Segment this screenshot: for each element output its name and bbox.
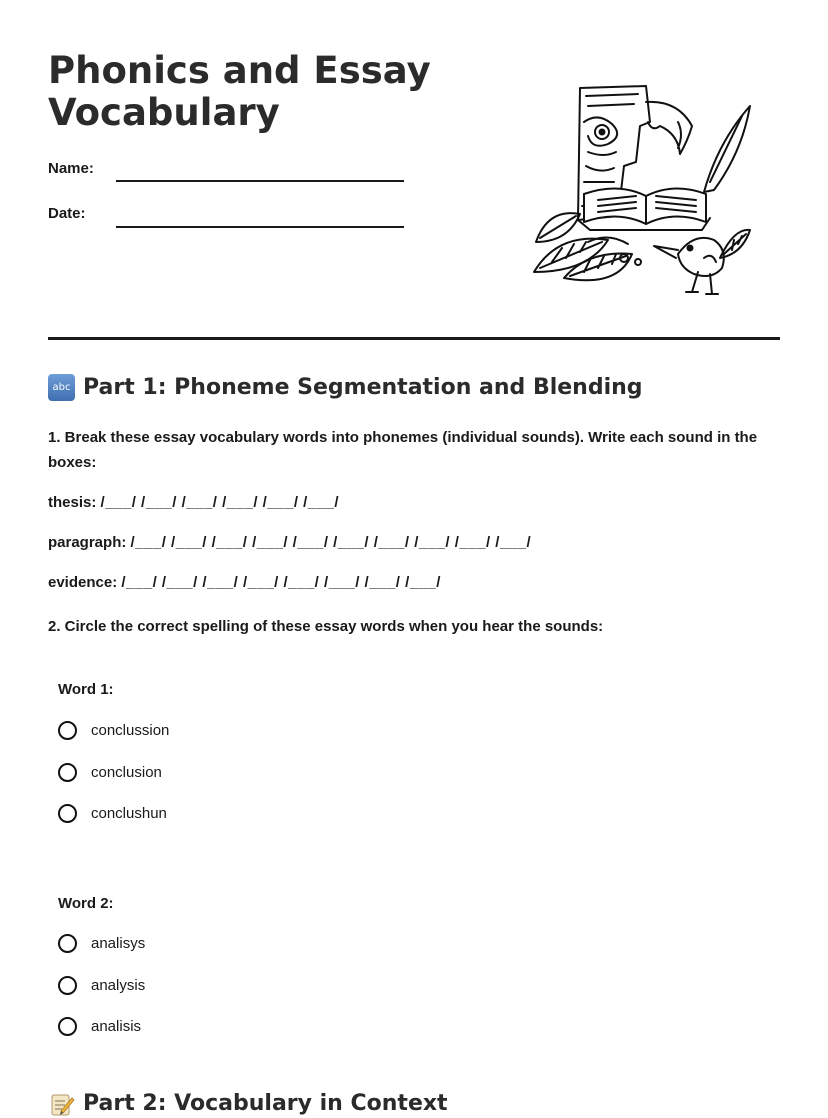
option-conclussion[interactable] bbox=[58, 721, 169, 740]
radio-circle-icon[interactable] bbox=[58, 934, 77, 953]
option-conclushun[interactable] bbox=[58, 804, 167, 823]
word-2-label: Word 2: bbox=[58, 895, 114, 912]
segment-slots[interactable]: /___/ /___/ /___/ /___/ /___/ /___/ bbox=[100, 494, 340, 511]
segment-word: evidence: bbox=[48, 574, 118, 591]
radio-circle-icon[interactable] bbox=[58, 721, 77, 740]
page-title: Phonics and Essay Vocabulary bbox=[48, 49, 431, 134]
part2-heading bbox=[48, 1090, 448, 1117]
question-2: 2. Circle the correct spelling of these essay words when you hear the sounds: bbox=[48, 618, 604, 635]
radio-circle-icon[interactable] bbox=[58, 763, 77, 782]
radio-circle-icon[interactable] bbox=[58, 976, 77, 995]
segment-row-evidence bbox=[48, 574, 441, 591]
option-label: analisys bbox=[91, 935, 146, 952]
memo-emoji-icon bbox=[48, 1090, 75, 1117]
section-divider bbox=[48, 337, 780, 340]
abc-input-emoji-icon: abc bbox=[48, 374, 75, 401]
name-label: Name: bbox=[48, 160, 94, 177]
option-label: conclussion bbox=[91, 722, 170, 739]
option-conclusion[interactable] bbox=[58, 763, 162, 782]
segment-slots[interactable]: /___/ /___/ /___/ /___/ /___/ /___/ /___/ /___/ /___/ /___/ bbox=[130, 534, 532, 551]
part1-heading bbox=[48, 374, 643, 401]
part2-heading-text: Part 2: Vocabulary in Context bbox=[83, 1091, 448, 1116]
radio-circle-icon[interactable] bbox=[58, 1017, 77, 1036]
option-analisys[interactable] bbox=[58, 934, 145, 953]
segment-row-thesis bbox=[48, 494, 339, 511]
option-label: conclusion bbox=[91, 764, 162, 781]
book-quill-bird-illustration bbox=[528, 82, 754, 300]
option-label: analysis bbox=[91, 977, 146, 994]
date-input-line[interactable] bbox=[116, 226, 404, 228]
segment-word: thesis: bbox=[48, 494, 97, 511]
option-analisis[interactable] bbox=[58, 1017, 141, 1036]
option-label: analisis bbox=[91, 1018, 142, 1035]
option-analysis[interactable] bbox=[58, 976, 145, 995]
word-1-label: Word 1: bbox=[58, 681, 114, 698]
segment-word: paragraph: bbox=[48, 534, 127, 551]
name-input-line[interactable] bbox=[116, 180, 404, 182]
date-label: Date: bbox=[48, 205, 86, 222]
segment-slots[interactable]: /___/ /___/ /___/ /___/ /___/ /___/ /___/ /___/ bbox=[121, 574, 441, 591]
segment-row-paragraph bbox=[48, 534, 531, 551]
option-label: conclushun bbox=[91, 805, 167, 822]
radio-circle-icon[interactable] bbox=[58, 804, 77, 823]
part1-heading-text: Part 1: Phoneme Segmentation and Blending bbox=[83, 375, 643, 400]
question-1: 1. Break these essay vocabulary words into phonemes (individual sounds). Write each sound in the boxes: bbox=[48, 429, 758, 471]
